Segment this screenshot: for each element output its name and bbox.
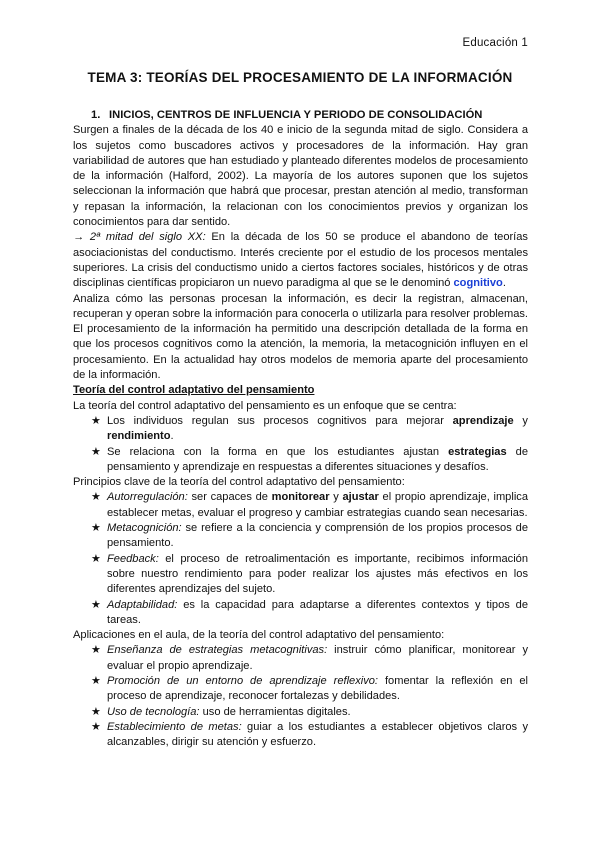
bold-term: rendimiento [107,430,171,443]
list-item [73,490,528,521]
item-text: y [513,414,528,427]
document-title: TEMA 3: TEORÍAS DEL PROCESAMIENTO DE LA INFORMACIÓN [87,70,513,85]
item-text: el proceso de retroalimentación es importante, recibimos información sobre nuestro rendimiento para poder realizar los ajustes más efectivos en los diferentes aprendizajes del sujeto. [107,552,528,596]
italic-term: Enseñanza de estrategias metacognitivas: [107,644,328,657]
subsection-heading: Teoría del control adaptativo del pensamiento [73,384,315,397]
bold-term: aprendizaje [452,414,514,427]
star-bullet-icon: ★ [91,445,101,458]
paragraph-intro: Surgen a finales de la década de los 40 e inicio de la segunda mitad de siglo. Considera a los sujetos como buscadores activos y procesadores de la información. Hay gran variabilidad de autores que han estudiado y planteado diferentes modelos de procesamiento de la información (Halford, 2002). La mayoría de los autores suponen que los sujetos seleccionan la información que habrá que procesar, prestan atención al medio, transforman y repasan la información, la relacionan con los conocimientos previos y organizan los conocimientos para dar sentido. [73,124,528,229]
item-text: el propio aprendizaje, implica establecer metas, evaluar el progreso y cambiar estrategias cuando sean necesarias. [107,491,528,519]
list-item [73,521,528,552]
item-text: Se relaciona con la forma en que los estudiantes ajustan [107,445,449,458]
highlight-term: cognitivo [453,277,503,290]
list-item [73,674,528,705]
italic-term: Adaptabilidad: [107,598,178,611]
italic-term: Establecimiento de metas: [107,720,242,733]
item-text: y [329,491,343,504]
list-item [73,552,528,598]
section-heading-text: INICIOS, CENTROS DE INFLUENCIA Y PERIODO DE CONSOLIDACIÓN [109,109,483,121]
item-text: fomentar la reflexión en el proceso de aprendizaje, reconocer fortalezas y debilidades. [107,674,528,703]
item-text: . [170,430,174,443]
list-item [73,445,528,476]
list-item [73,643,528,674]
star-bullet-icon: ★ [91,705,101,718]
paragraph-analysis: Analiza cómo las personas procesan la información, es decir la registran, almacenan, recuperan y operan sobre la información para conocerla o utilizarla para resolver problemas. El procesamiento de la información ha permitido una descripción detallada de la forma en que los procesos cognitivos como la atención, la memoria, la metacognición influyen en el procesamiento. En la actualidad hay otros modelos de memoria aparte del procesamiento de la información. [73,292,528,382]
paragraph-text: En la década de los 50 se produce el abandono de teorías asociacionistas del conductismo. Interés creciente por el estudio de los procesos mentales superiores. La crisis del conductismo unido a ciertos factores sociales, históricos y de otras disciplinas científicas propiciaron un nuevo paradigma al que se le denominó [73,231,528,290]
section-heading [91,108,528,123]
item-text: guiar a los estudiantes a establecer objetivos claros y alcanzables, dirigir su atención y esfuerzo. [107,720,529,749]
list-item [73,720,528,751]
star-bullet-icon: ★ [91,552,101,565]
star-bullet-icon: ★ [91,491,101,504]
list-item [73,598,528,629]
item-text: ser capaces de [187,491,272,504]
italic-term: Uso de tecnología: [107,705,200,718]
item-text: uso de herramientas digitales. [199,705,351,718]
italic-term: Autorregulación: [107,491,188,504]
star-bullet-icon: ★ [91,414,101,427]
list-item [73,414,528,445]
principles-list [73,490,528,628]
document-body [73,108,528,750]
italic-term: Promoción de un entorno de aprendizaje reflexivo: [107,674,379,687]
star-bullet-icon: ★ [91,522,101,535]
section-number: 1. [91,109,101,121]
arrow-label: → 2ª mitad del siglo XX: [73,231,206,244]
item-text: es la capacidad para adaptarse a diferentes contextos y tipos de tareas. [107,598,528,626]
bold-term: ajustar [342,491,379,504]
focus-list [73,414,528,475]
star-bullet-icon: ★ [91,644,101,657]
applications-list [73,643,528,750]
star-bullet-icon: ★ [91,674,101,687]
star-bullet-icon: ★ [91,720,101,733]
item-text: de pensamiento y aprendizaje en respuestas a diferentes situaciones y desafíos. [107,445,528,473]
principles-intro: Principios clave de la teoría del control adaptativo del pensamiento: [73,476,405,489]
bold-term: monitorear [271,491,330,504]
focus-intro: La teoría del control adaptativo del pensamiento es un enfoque que se centra: [73,399,457,412]
paragraph-second-half-century [73,230,528,291]
star-bullet-icon: ★ [91,598,101,611]
applications-intro: Aplicaciones en el aula, de la teoría del control adaptativo del pensamiento: [73,629,445,642]
bold-term: estrategias [448,445,507,458]
item-text: instruir cómo planificar, monitorear y evaluar el propio aprendizaje. [107,644,528,672]
italic-term: Metacognición: [107,522,182,535]
list-item [73,705,528,720]
page-header-label: Educación 1 [462,37,528,49]
italic-term: Feedback: [107,552,159,565]
item-text: Los individuos regulan sus procesos cognitivos para mejorar [107,414,453,427]
item-text: se refiere a la conciencia y comprensión de los propios procesos de pensamiento. [107,522,528,550]
paragraph-end: . [502,277,506,290]
